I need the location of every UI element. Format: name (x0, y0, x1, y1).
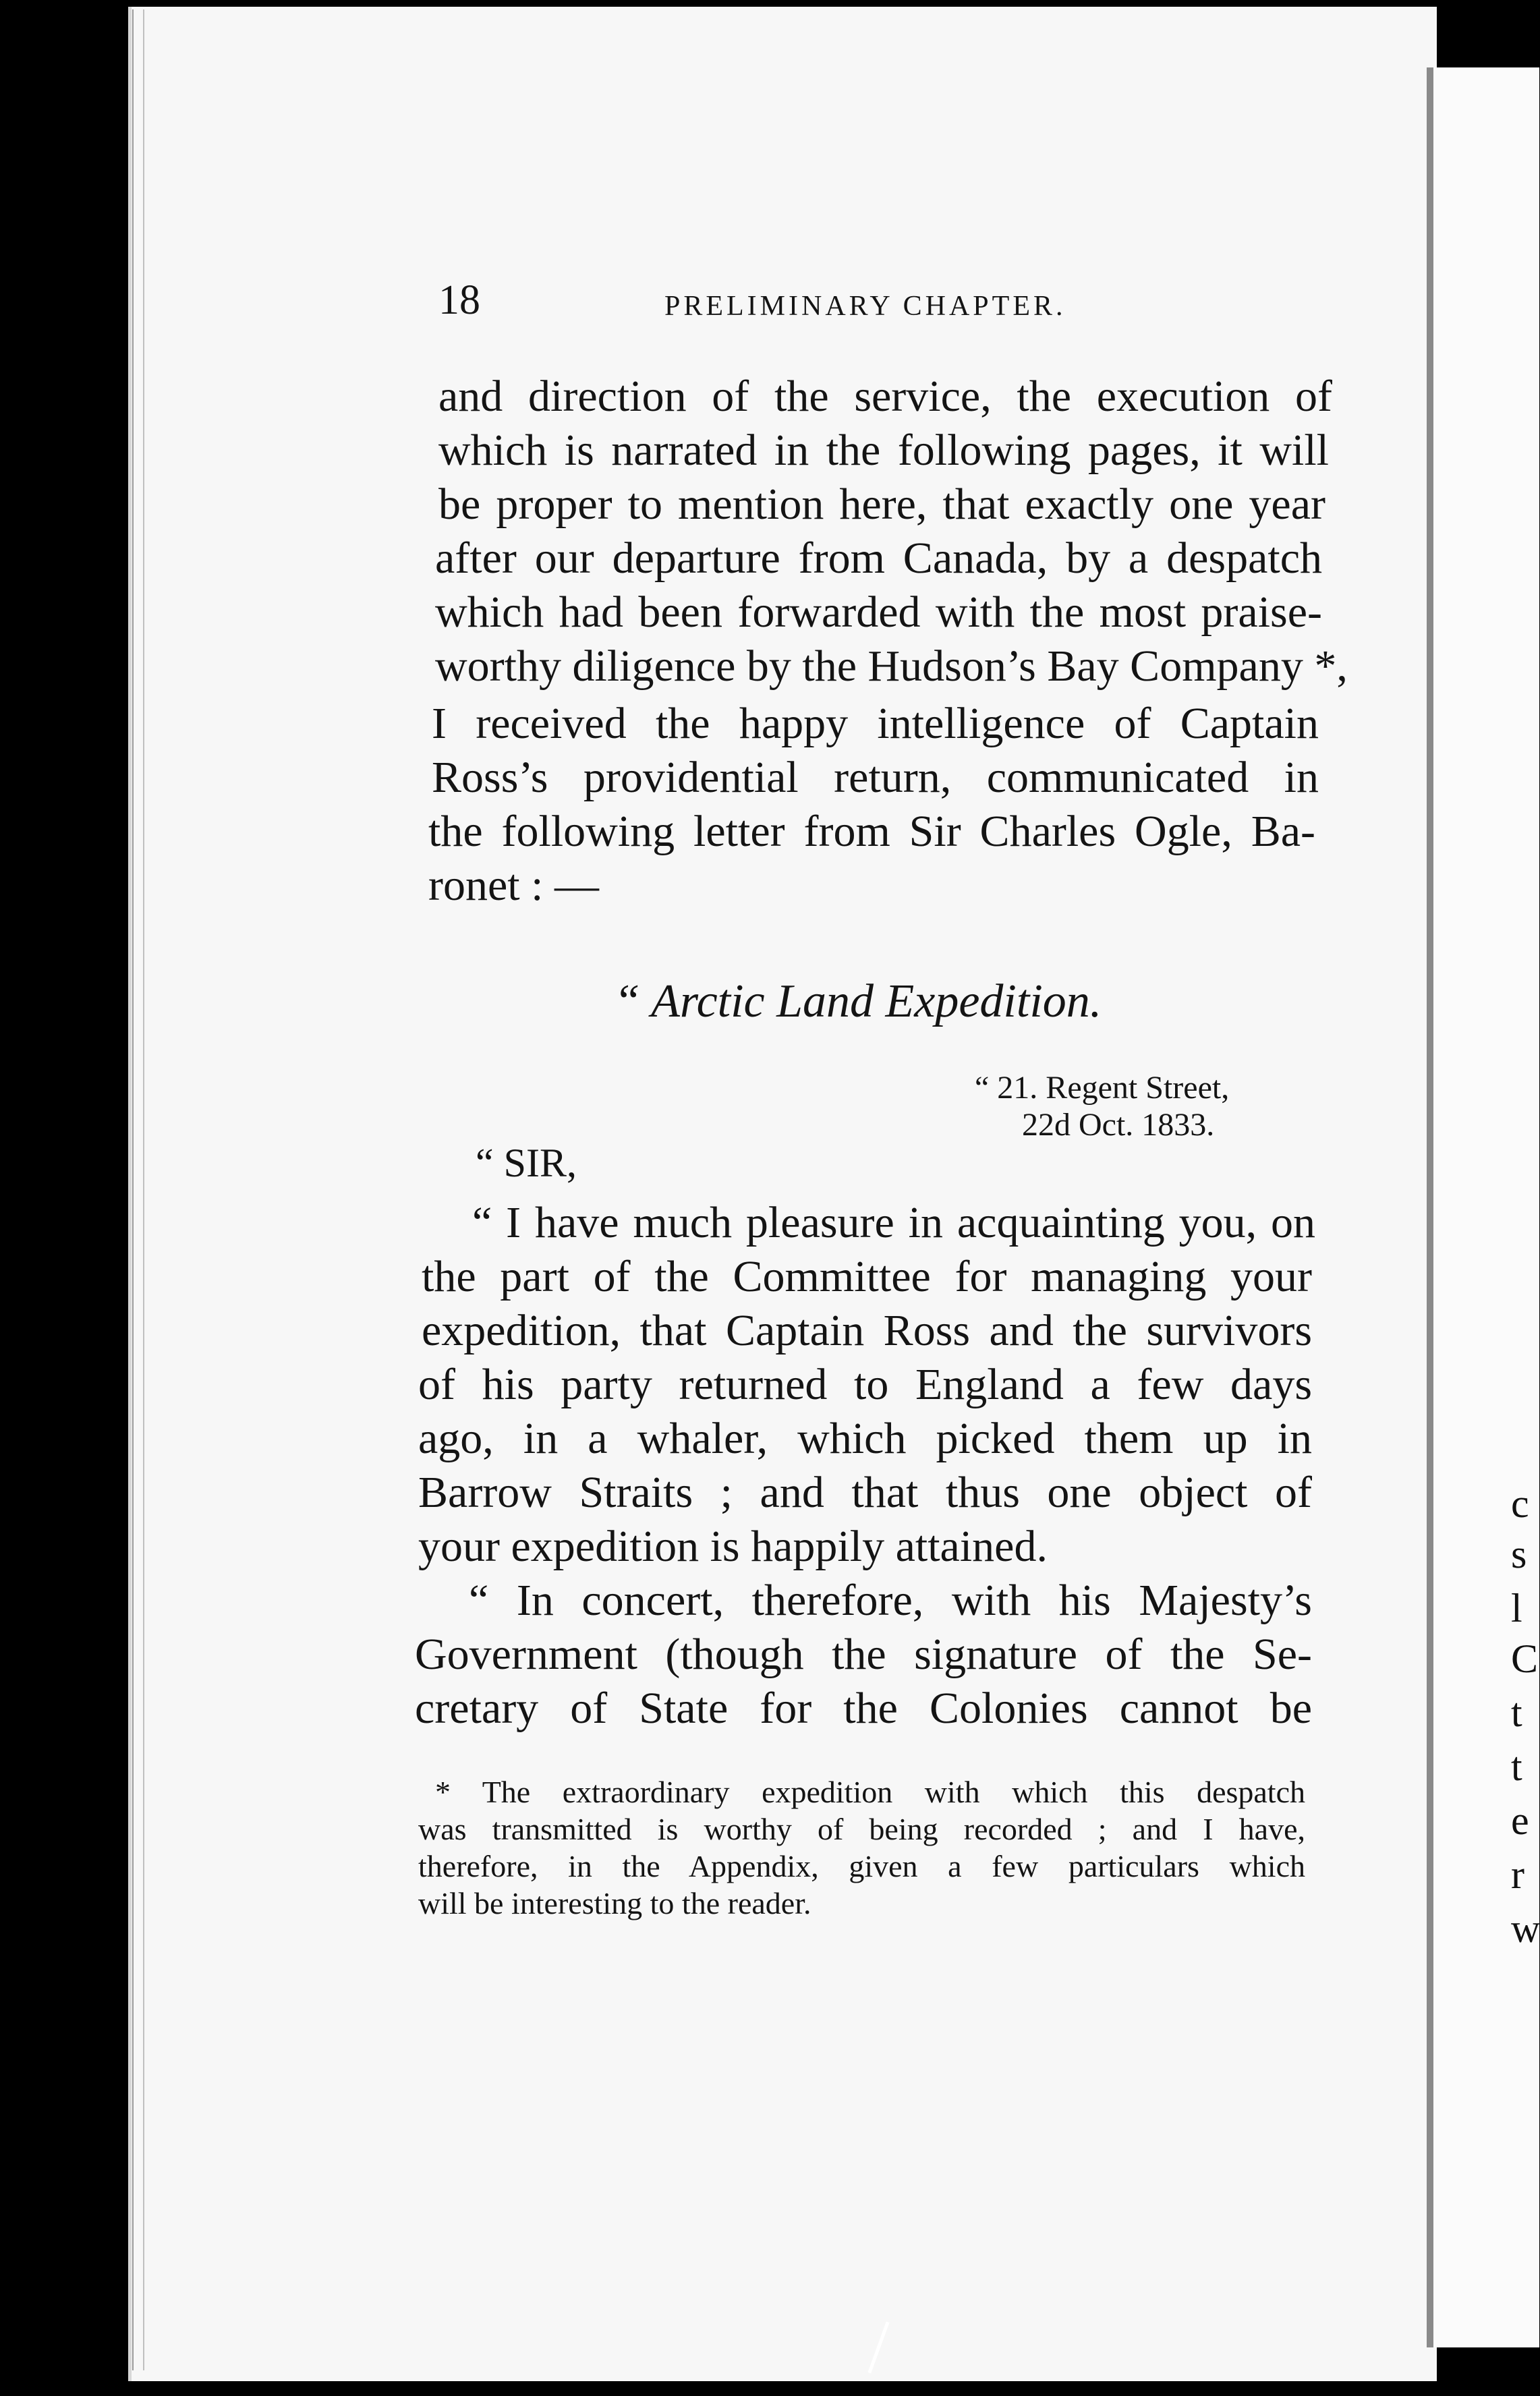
body-line: which had been forwarded with the most praise- (435, 588, 1322, 637)
body-line: and direction of the service, the execution of (438, 372, 1332, 421)
letter-line: ago, in a whaler, which picked them up in (418, 1414, 1312, 1463)
page-number: 18 (438, 277, 480, 323)
facing-page-letter: c (1511, 1481, 1529, 1526)
body-line: ronet : — (428, 861, 599, 910)
letter-line: “ In concert, therefore, with his Majesty’s (469, 1576, 1312, 1625)
facing-page-letter: C (1511, 1636, 1539, 1681)
running-title: PRELIMINARY CHAPTER. (664, 291, 1066, 322)
footnote-line: will be interesting to the reader. (418, 1886, 811, 1920)
body-line: Ross’s providential return, communicated in (432, 753, 1319, 802)
facing-page-letter: e (1511, 1798, 1529, 1843)
facing-page-letter: s (1511, 1532, 1527, 1576)
body-line: which is narrated in the following pages, it will (438, 426, 1329, 475)
letter-date: 22d Oct. 1833. (1022, 1107, 1215, 1143)
letter-line: Barrow Straits ; and that thus one object of (418, 1468, 1312, 1517)
letter-salutation: “ SIR, (476, 1141, 577, 1185)
footnote-line: was transmitted is worthy of being recorded ; and I have, (418, 1812, 1305, 1846)
facing-page-letter: r (1511, 1852, 1524, 1897)
footnote-line: * The extraordinary expedition with which this despatch (435, 1775, 1305, 1809)
letter-line: cretary of State for the Colonies cannot be (415, 1684, 1312, 1733)
body-line: worthy diligence by the Hudson’s Bay Company *, (435, 641, 1348, 691)
letter-line: the part of the Committee for managing your (422, 1252, 1312, 1301)
page-edge (132, 9, 144, 2370)
body-line: the following letter from Sir Charles Ogle, Ba- (428, 807, 1315, 856)
facing-page-letter: w (1511, 1906, 1540, 1951)
facing-page-letter: l (1511, 1586, 1522, 1630)
letter-heading: “ Arctic Land Expedition. (614, 975, 1102, 1027)
body-line: I received the happy intelligence of Captain (432, 699, 1319, 748)
body-line: be proper to mention here, that exactly one year (438, 480, 1325, 529)
book-page (128, 7, 1437, 2381)
facing-page-letter: t (1511, 1690, 1522, 1735)
letter-line: Government (though the signature of the Se- (415, 1630, 1312, 1679)
facing-page-letter: t (1511, 1744, 1522, 1789)
facing-page-edge (1427, 67, 1539, 2347)
letter-line: your expedition is happily attained. (418, 1522, 1048, 1571)
letter-address: “ 21. Regent Street, (975, 1070, 1230, 1106)
body-line: after our departure from Canada, by a despatch (435, 534, 1322, 583)
letter-line: of his party returned to England a few days (418, 1360, 1312, 1409)
footnote-line: therefore, in the Appendix, given a few particulars which (418, 1849, 1305, 1883)
letter-line: expedition, that Captain Ross and the survivors (422, 1306, 1312, 1355)
letter-line: “ I have much pleasure in acquainting you, on (472, 1198, 1315, 1247)
